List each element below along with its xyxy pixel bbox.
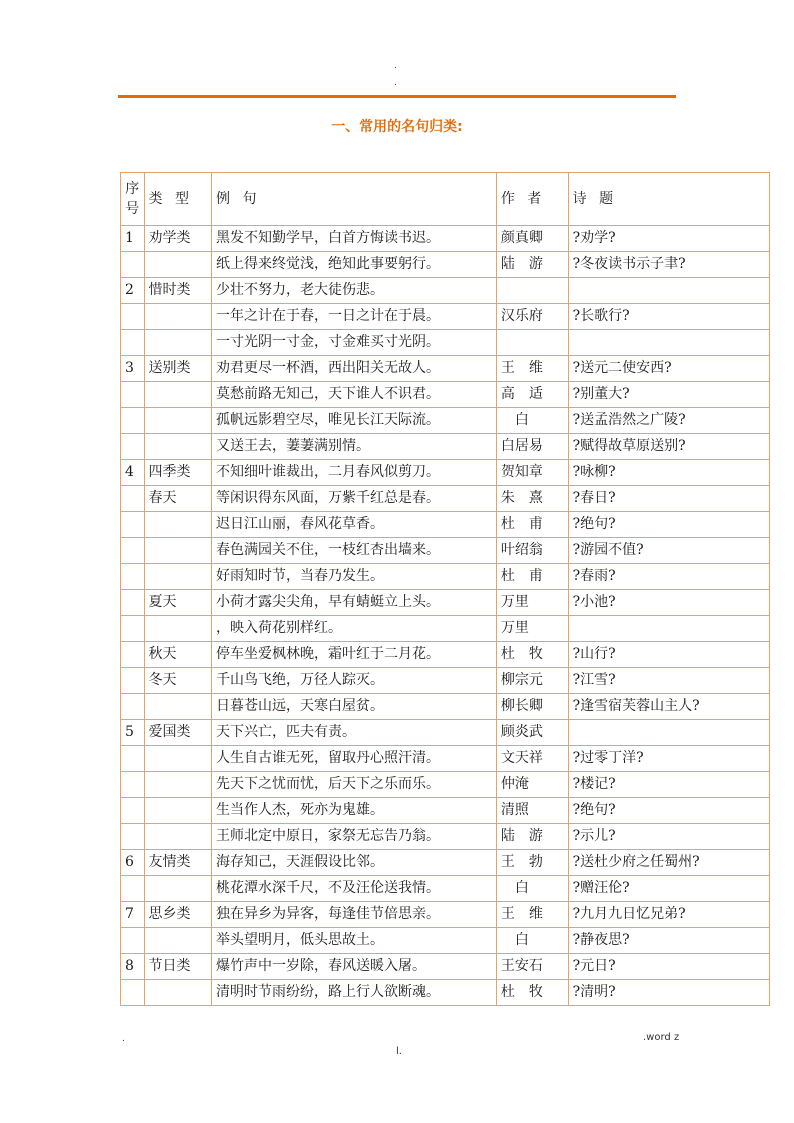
- row-poem-title: ?绝句?: [568, 798, 769, 824]
- row-number: [121, 486, 145, 512]
- row-author: 万里: [496, 590, 568, 616]
- table-row: [121, 226, 770, 252]
- row-author: 仲淹: [496, 772, 568, 798]
- row-example: 一寸光阴一寸金，寸金难买寸光阴。: [212, 330, 497, 356]
- row-poem-title: ?江雪?: [568, 668, 769, 694]
- column-header-author: 作 者: [496, 173, 568, 226]
- row-author: 白: [496, 876, 568, 902]
- row-number: [121, 876, 145, 902]
- row-example: ，映入荷花别样红。: [212, 616, 497, 642]
- row-example: 劝君更尽一杯酒，西出阳关无故人。: [212, 356, 497, 382]
- row-example: 先天下之忧而忧，后天下之乐而乐。: [212, 772, 497, 798]
- row-number: [121, 330, 145, 356]
- table-row: [121, 616, 770, 642]
- row-category: 春天: [144, 486, 211, 512]
- row-category: [144, 824, 211, 850]
- row-category: [144, 564, 211, 590]
- row-number: [121, 538, 145, 564]
- table-row: [121, 434, 770, 460]
- row-number: 6: [121, 850, 145, 876]
- row-poem-title: ?劝学?: [568, 226, 769, 252]
- row-author: 杜 甫: [496, 512, 568, 538]
- row-category: [144, 252, 211, 278]
- table-row: [121, 902, 770, 928]
- row-example: 人生自古谁无死，留取丹心照汗清。: [212, 746, 497, 772]
- row-number: 3: [121, 356, 145, 382]
- row-category: [144, 980, 211, 1006]
- table-row: [121, 356, 770, 382]
- table-row: [121, 954, 770, 980]
- table-row: [121, 746, 770, 772]
- table-body: [121, 226, 770, 1006]
- row-example: 一年之计在于春，一日之计在于晨。: [212, 304, 497, 330]
- section-title: 一、常用的名句归类:: [331, 119, 463, 135]
- row-poem-title: ?小池?: [568, 590, 769, 616]
- row-category: [144, 512, 211, 538]
- row-example: 爆竹声中一岁除，春风送暖入屠。: [212, 954, 497, 980]
- header-dot-2: .: [394, 78, 397, 88]
- row-example: 清明时节雨纷纷，路上行人欲断魂。: [212, 980, 497, 1006]
- row-poem-title: ?示儿?: [568, 824, 769, 850]
- table-row: [121, 304, 770, 330]
- row-author: 白: [496, 928, 568, 954]
- row-author: 贺知章: [496, 460, 568, 486]
- row-poem-title: ?过零丁洋?: [568, 746, 769, 772]
- table-row: [121, 252, 770, 278]
- row-example: 春色满园关不住，一枝红杏出墙来。: [212, 538, 497, 564]
- table-row: [121, 486, 770, 512]
- row-poem-title: ?逢雪宿芙蓉山主人?: [568, 694, 769, 720]
- row-example: 千山鸟飞绝，万径人踪灭。: [212, 668, 497, 694]
- row-example: 生当作人杰，死亦为鬼雄。: [212, 798, 497, 824]
- row-category: [144, 408, 211, 434]
- row-number: [121, 564, 145, 590]
- header-rule: [118, 95, 676, 98]
- row-example: 莫愁前路无知己，天下谁人不识君。: [212, 382, 497, 408]
- row-author: 王 维: [496, 902, 568, 928]
- table-row: [121, 694, 770, 720]
- row-author: 王 勃: [496, 850, 568, 876]
- row-author: 叶绍翁: [496, 538, 568, 564]
- row-category: 四季类: [144, 460, 211, 486]
- row-poem-title: ?楼记?: [568, 772, 769, 798]
- row-poem-title: ?绝句?: [568, 512, 769, 538]
- row-poem-title: ?别董大?: [568, 382, 769, 408]
- table-row: [121, 850, 770, 876]
- row-example: 少壮不努力，老大徒伤悲。: [212, 278, 497, 304]
- row-number: [121, 746, 145, 772]
- table-row: [121, 538, 770, 564]
- row-poem-title: ?送杜少府之任蜀州?: [568, 850, 769, 876]
- table-row: [121, 772, 770, 798]
- row-category: 冬天: [144, 668, 211, 694]
- row-author: 清照: [496, 798, 568, 824]
- row-example: 小荷才露尖尖角，早有蜻蜓立上头。: [212, 590, 497, 616]
- footer-left-mark: .: [122, 1034, 125, 1044]
- row-number: [121, 382, 145, 408]
- table-row: [121, 668, 770, 694]
- row-number: 7: [121, 902, 145, 928]
- row-category: [144, 382, 211, 408]
- table-row: [121, 408, 770, 434]
- poem-table: [120, 172, 770, 1006]
- row-number: [121, 590, 145, 616]
- row-category: [144, 616, 211, 642]
- row-category: 友情类: [144, 850, 211, 876]
- row-author: [496, 330, 568, 356]
- row-author: 王 维: [496, 356, 568, 382]
- row-number: [121, 304, 145, 330]
- row-category: [144, 772, 211, 798]
- row-example: 好雨知时节，当春乃发生。: [212, 564, 497, 590]
- row-author: 柳长卿: [496, 694, 568, 720]
- row-example: 停车坐爱枫林晚，霜叶红于二月花。: [212, 642, 497, 668]
- row-example: 海存知己，天涯假设比邻。: [212, 850, 497, 876]
- table-row: [121, 564, 770, 590]
- row-category: 思乡类: [144, 902, 211, 928]
- row-author: 顾炎武: [496, 720, 568, 746]
- table-row: [121, 460, 770, 486]
- table-header-row: [121, 173, 770, 226]
- row-poem-title: [568, 616, 769, 642]
- row-category: 秋天: [144, 642, 211, 668]
- row-category: [144, 694, 211, 720]
- row-category: [144, 746, 211, 772]
- header-dot-1: .: [394, 61, 397, 71]
- row-poem-title: ?清明?: [568, 980, 769, 1006]
- table-row: [121, 876, 770, 902]
- row-category: 爱国类: [144, 720, 211, 746]
- row-example: 等闲识得东风面，万紫千红总是春。: [212, 486, 497, 512]
- header-mark: [394, 62, 397, 88]
- row-poem-title: ?冬夜读书示子聿?: [568, 252, 769, 278]
- row-example: 独在异乡为异客，每逢佳节倍思亲。: [212, 902, 497, 928]
- row-example: 迟日江山丽，春风花草香。: [212, 512, 497, 538]
- page-number: l.: [396, 1046, 402, 1057]
- row-category: [144, 434, 211, 460]
- row-poem-title: ?送孟浩然之广陵?: [568, 408, 769, 434]
- table-row: [121, 720, 770, 746]
- row-category: [144, 928, 211, 954]
- row-number: 8: [121, 954, 145, 980]
- row-category: 节日类: [144, 954, 211, 980]
- table-row: [121, 824, 770, 850]
- row-example: 黑发不知勤学早，白首方悔读书迟。: [212, 226, 497, 252]
- row-number: [121, 616, 145, 642]
- row-number: [121, 824, 145, 850]
- row-example: 举头望明月，低头思故土。: [212, 928, 497, 954]
- row-author: 白: [496, 408, 568, 434]
- row-number: 4: [121, 460, 145, 486]
- row-category: 夏天: [144, 590, 211, 616]
- table-row: [121, 590, 770, 616]
- row-number: [121, 642, 145, 668]
- column-header-number-text: 序号: [125, 181, 140, 217]
- table-row: [121, 330, 770, 356]
- row-example: 桃花潭水深千尺，不及汪伦送我情。: [212, 876, 497, 902]
- row-author: 白居易: [496, 434, 568, 460]
- row-number: [121, 772, 145, 798]
- row-author: [496, 278, 568, 304]
- row-number: 5: [121, 720, 145, 746]
- row-category: [144, 876, 211, 902]
- row-number: [121, 668, 145, 694]
- row-number: [121, 928, 145, 954]
- row-author: 柳宗元: [496, 668, 568, 694]
- row-author: 王安石: [496, 954, 568, 980]
- row-number: [121, 980, 145, 1006]
- row-poem-title: ?赋得故草原送别?: [568, 434, 769, 460]
- row-poem-title: ?春日?: [568, 486, 769, 512]
- row-example: 王师北定中原日，家祭无忘告乃翁。: [212, 824, 497, 850]
- row-author: 杜 甫: [496, 564, 568, 590]
- column-header-category: 类 型: [144, 173, 211, 226]
- table-row: [121, 798, 770, 824]
- row-poem-title: ?长歌行?: [568, 304, 769, 330]
- row-author: 颜真卿: [496, 226, 568, 252]
- row-poem-title: ?咏柳?: [568, 460, 769, 486]
- row-category: [144, 798, 211, 824]
- row-category: 劝学类: [144, 226, 211, 252]
- footer-brand: .word z: [643, 1032, 680, 1043]
- row-author: 高 适: [496, 382, 568, 408]
- row-category: [144, 330, 211, 356]
- row-number: [121, 408, 145, 434]
- table-row: [121, 642, 770, 668]
- row-author: 陆 游: [496, 824, 568, 850]
- row-author: 朱 熹: [496, 486, 568, 512]
- row-poem-title: [568, 330, 769, 356]
- row-category: 惜时类: [144, 278, 211, 304]
- row-number: [121, 434, 145, 460]
- row-category: [144, 538, 211, 564]
- row-author: 陆 游: [496, 252, 568, 278]
- table-row: [121, 278, 770, 304]
- row-poem-title: ?赠汪伦?: [568, 876, 769, 902]
- row-example: 不知细叶谁裁出，二月春风似剪刀。: [212, 460, 497, 486]
- row-number: [121, 512, 145, 538]
- row-number: [121, 252, 145, 278]
- table-row: [121, 512, 770, 538]
- row-category: [144, 304, 211, 330]
- row-number: 1: [121, 226, 145, 252]
- column-header-example: 例 句: [212, 173, 497, 226]
- row-example: 纸上得来终觉浅，绝知此事要躬行。: [212, 252, 497, 278]
- column-header-title: 诗 题: [568, 173, 769, 226]
- row-example: 日暮苍山远，天寒白屋贫。: [212, 694, 497, 720]
- row-number: [121, 798, 145, 824]
- row-poem-title: [568, 720, 769, 746]
- column-header-number: [121, 173, 145, 226]
- table-row: [121, 382, 770, 408]
- row-poem-title: ?元日?: [568, 954, 769, 980]
- row-author: 汉乐府: [496, 304, 568, 330]
- table-row: [121, 928, 770, 954]
- row-poem-title: ?送元二使安西?: [568, 356, 769, 382]
- row-poem-title: ?春雨?: [568, 564, 769, 590]
- row-category: 送别类: [144, 356, 211, 382]
- row-author: 万里: [496, 616, 568, 642]
- row-author: 杜 牧: [496, 980, 568, 1006]
- row-number: 2: [121, 278, 145, 304]
- table-row: [121, 980, 770, 1006]
- row-poem-title: [568, 278, 769, 304]
- row-example: 孤帆远影碧空尽，唯见长江天际流。: [212, 408, 497, 434]
- row-poem-title: ?九月九日忆兄弟?: [568, 902, 769, 928]
- row-author: 文天祥: [496, 746, 568, 772]
- row-poem-title: ?静夜思?: [568, 928, 769, 954]
- row-author: 杜 牧: [496, 642, 568, 668]
- row-example: 又送王去，萋萋满别情。: [212, 434, 497, 460]
- row-number: [121, 694, 145, 720]
- row-example: 天下兴亡，匹夫有责。: [212, 720, 497, 746]
- row-poem-title: ?山行?: [568, 642, 769, 668]
- row-poem-title: ?游园不值?: [568, 538, 769, 564]
